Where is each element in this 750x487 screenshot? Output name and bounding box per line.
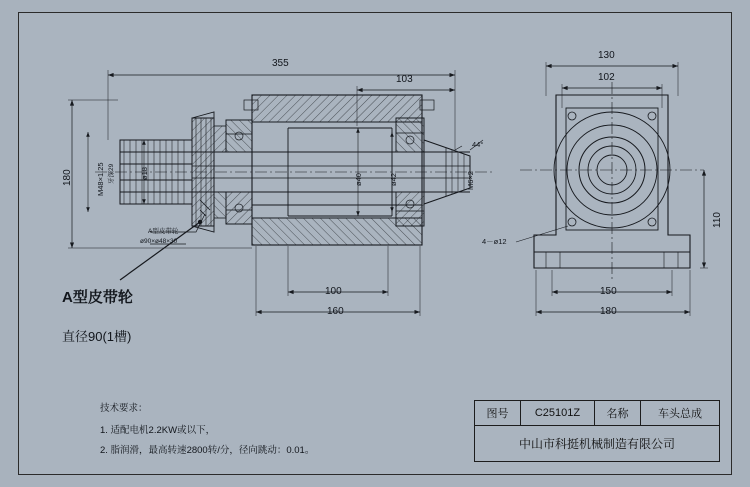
dim-right-height: 110 bbox=[712, 212, 723, 228]
dim-dia-42: ø42 bbox=[389, 173, 398, 186]
title-block-row bbox=[475, 401, 719, 426]
company-row bbox=[475, 426, 719, 461]
company-name: 中山市科挺机械制造有限公司 bbox=[518, 437, 675, 451]
tech-notes-line2: 2. 脂润滑，最高转速2800转/分，径向跳动：0.01。 bbox=[100, 445, 315, 456]
pulley-leader-spec: ø90×ø48×30 bbox=[140, 238, 178, 245]
dim-angle: 44° bbox=[472, 140, 484, 149]
dim-shaft-step: 103 bbox=[396, 74, 413, 85]
dim-dia-40: ø40 bbox=[354, 173, 363, 186]
dim-right-base-inner: 150 bbox=[600, 286, 617, 297]
dim-body-width: 100 bbox=[325, 286, 342, 297]
dim-thread-right: M6×2 bbox=[466, 171, 475, 190]
tech-notes-line1: 1. 适配电机2.2KW或以下， bbox=[100, 425, 216, 436]
dim-right-top: 130 bbox=[598, 50, 615, 61]
dim-base-length: 160 bbox=[327, 306, 344, 317]
dim-height-left: 180 bbox=[62, 169, 73, 186]
part-number-label: 图号 bbox=[475, 401, 521, 425]
part-name-value: 车头总成 bbox=[658, 408, 702, 420]
dim-holes: 4－ø12 bbox=[482, 237, 507, 246]
part-name-label: 名称 bbox=[595, 401, 641, 425]
dim-dia-18: ø18 bbox=[140, 167, 149, 180]
dim-right-base: 180 bbox=[600, 306, 617, 317]
pulley-note-main: A型皮带轮 bbox=[62, 289, 133, 306]
pulley-note-sub: 直径90(1槽) bbox=[62, 329, 132, 344]
tech-notes-heading: 技术要求： bbox=[100, 403, 148, 414]
dim-right-inner: 102 bbox=[598, 72, 615, 83]
pulley-leader-label: A型皮带轮 bbox=[148, 228, 179, 235]
dim-overall-length: 355 bbox=[272, 58, 289, 69]
title-block bbox=[474, 400, 720, 462]
dim-thread-left-note: 牙深29 bbox=[108, 163, 115, 184]
dim-thread-left: M48×1.25 bbox=[96, 162, 105, 196]
part-number-value: C25101Z bbox=[521, 401, 595, 425]
